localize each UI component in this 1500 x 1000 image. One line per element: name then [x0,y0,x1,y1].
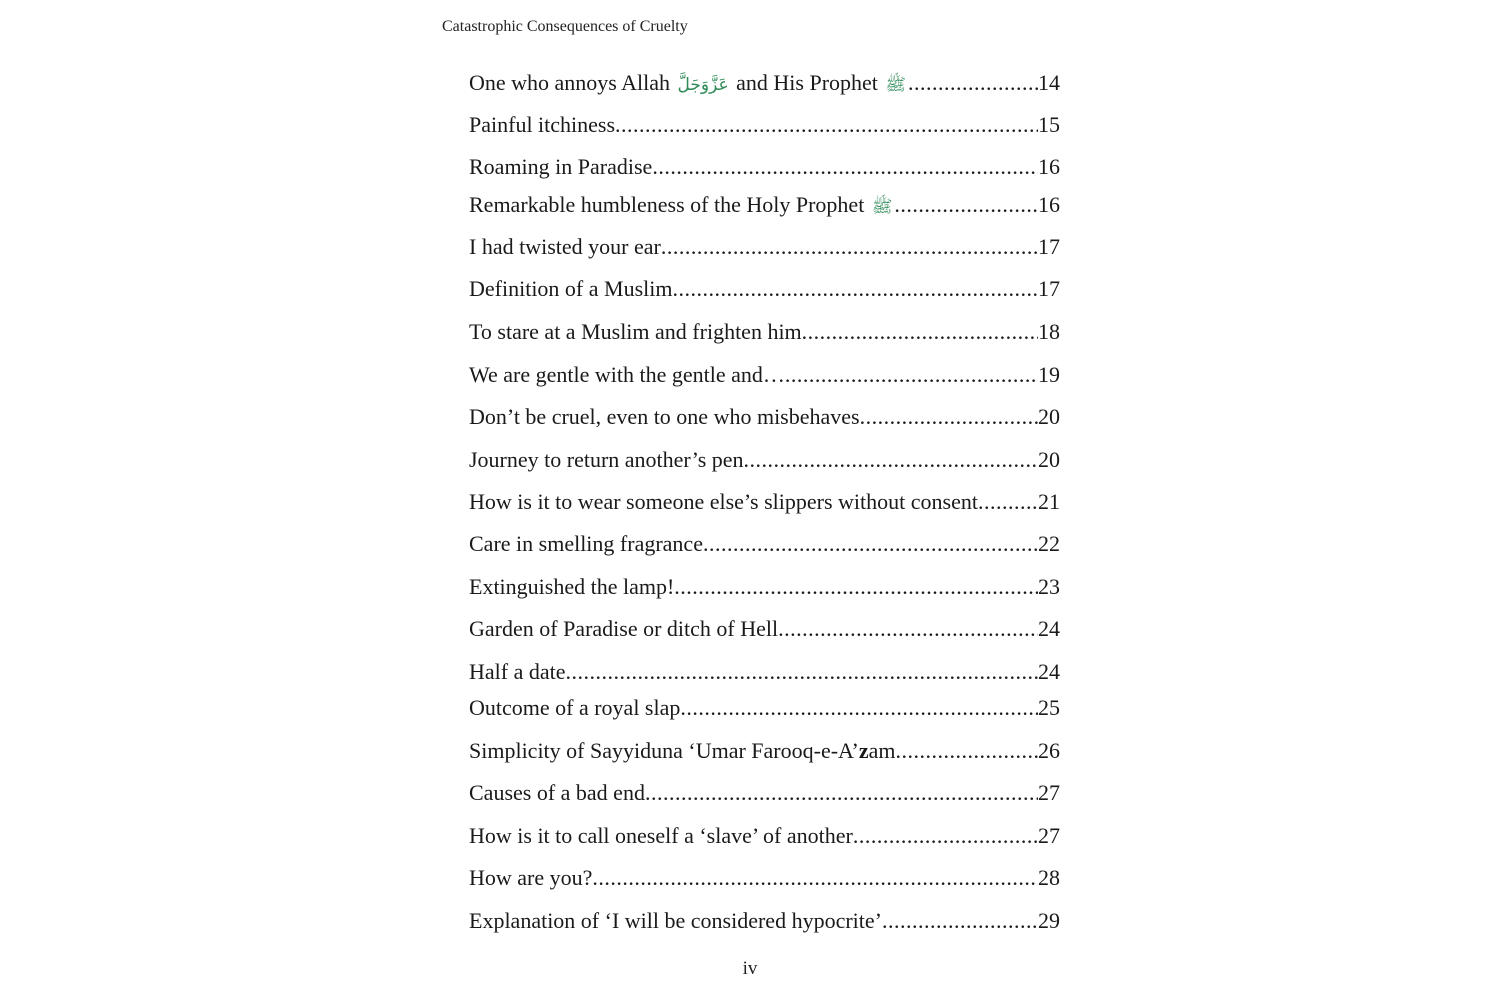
toc-entry-title: Explanation of ‘I will be considered hypocrite’ [469,908,882,933]
toc-page-number: 27 [1038,780,1060,805]
toc-page-number: 23 [1038,574,1060,599]
arabic-honorific-salawat: ﷺ [871,197,893,217]
dot-leader [566,657,1039,687]
dot-leader [703,529,1038,559]
dot-leader [592,863,1038,893]
toc-page-number: 21 [1038,489,1060,514]
dot-leader [680,693,1038,723]
dot-leader [672,274,1038,304]
toc-entry-title: Simplicity of Sayyiduna ‘Umar Farooq-e-A’zam [469,738,896,763]
toc-page-number: 27 [1038,823,1060,848]
dot-leader [744,445,1038,475]
toc-entry[interactable] [469,693,1060,723]
toc-entry-title: Garden of Paradise or ditch of Hell [469,616,779,641]
toc-entry[interactable] [469,736,1060,766]
toc-entry-title: Definition of a Muslim [469,276,673,301]
toc-entry-title: How are you? [469,865,593,890]
toc-entry[interactable] [469,614,1060,644]
toc-entry-title: Painful itchiness [469,112,616,137]
toc-page-number: 17 [1038,234,1060,259]
toc-entry-title: Journey to return another’s pen [469,447,744,472]
toc-page-number: 24 [1038,616,1060,641]
toc-entry[interactable] [469,110,1060,140]
toc-page-number: 20 [1038,447,1060,472]
toc-entry[interactable] [469,232,1060,262]
dot-leader [778,614,1038,644]
toc-page-number: 20 [1038,404,1060,429]
dot-leader [908,68,1038,98]
dot-leader [802,317,1038,347]
toc-entry-title: I had twisted your ear [469,234,661,259]
dot-leader [860,402,1038,432]
toc-page-number: 29 [1038,908,1060,933]
arabic-honorific-azza-wa-jal: عَزَّوَجَلَّ [677,75,729,95]
page-folio: iv [742,958,758,979]
toc-entry-title: To stare at a Muslim and frighten him [469,319,802,344]
toc-entry-title: Care in smelling fragrance [469,531,703,556]
dot-leader [674,572,1038,602]
dot-leader [615,110,1038,140]
toc-entry-title: How is it to call oneself a ‘slave’ of another [469,823,853,848]
toc-entry[interactable] [469,863,1060,893]
dot-leader [661,232,1038,262]
toc-entry-title: We are gentle with the gentle and… [469,362,785,387]
toc-page-number: 28 [1038,865,1060,890]
toc-entry-title: How is it to wear someone else’s slippers without consent [469,489,978,514]
toc-entry-title: Causes of a bad end [469,780,645,805]
toc-entry[interactable] [469,572,1060,602]
toc-entry[interactable] [469,274,1060,304]
toc-entry[interactable] [469,778,1060,808]
toc-page-number: 25 [1038,695,1060,720]
toc-page-number: 16 [1038,192,1060,217]
toc-page-number: 22 [1038,531,1060,556]
toc-entry[interactable] [469,445,1060,475]
toc-entry[interactable] [469,152,1060,182]
toc-page-number: 24 [1038,659,1060,684]
toc-entry[interactable] [469,402,1060,432]
running-head: Catastrophic Consequences of Cruelty [442,18,688,35]
dot-leader [978,487,1038,517]
toc-entry[interactable] [469,821,1060,851]
toc-entry-title: Remarkable humbleness of the Holy Prophet ﷺ [469,192,893,217]
toc-page-number: 16 [1038,154,1060,179]
toc-page-number: 18 [1038,319,1060,344]
toc-page-number: 15 [1038,112,1060,137]
toc-entry[interactable] [469,657,1060,687]
toc-page-number: 17 [1038,276,1060,301]
dot-leader [894,190,1038,220]
dot-leader [652,152,1038,182]
toc-page-number: 14 [1038,70,1060,95]
dot-leader [645,778,1038,808]
toc-page-number: 19 [1038,362,1060,387]
toc-entry[interactable] [469,190,1060,220]
toc-entry-title: Extinguished the lamp! [469,574,675,599]
toc-entry-title: Roaming in Paradise [469,154,653,179]
dot-leader [785,360,1038,390]
dot-leader [895,736,1038,766]
toc-entry-title: Don’t be cruel, even to one who misbehaves [469,404,860,429]
toc-entry[interactable] [469,487,1060,517]
toc-entry[interactable] [469,906,1060,936]
toc-entry[interactable] [469,317,1060,347]
toc-entry[interactable] [469,529,1060,559]
toc-entry[interactable] [469,68,1060,98]
toc-page-number: 26 [1038,738,1060,763]
toc-entry-title: Outcome of a royal slap [469,695,681,720]
toc-entry-title: Half a date [469,659,566,684]
toc-entry-title: One who annoys Allah عَزَّوَجَلَّ and His Prophet ﷺ [469,70,906,95]
dot-leader [853,821,1038,851]
toc-entry[interactable] [469,360,1060,390]
arabic-honorific-salawat: ﷺ [885,75,906,95]
dot-leader [882,906,1038,936]
